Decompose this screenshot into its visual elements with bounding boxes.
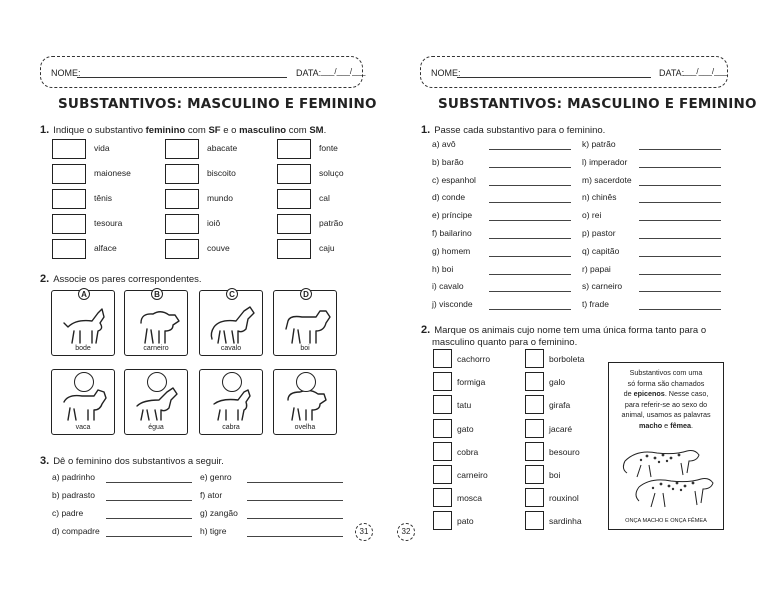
date-label: DATA: [296,68,322,78]
animal-name: pato [457,516,474,527]
answer-line[interactable] [639,291,721,292]
animal-caption: cabra [222,424,240,431]
answer-line[interactable] [489,256,571,257]
left-q1-instruction: 1. Indique o substantivo feminino com SF e o masculino com SM. [40,124,327,136]
exercise-item: n) chinês [582,192,617,203]
word-label: soluço [319,168,344,178]
checkbox[interactable] [433,488,452,507]
checkbox[interactable] [433,465,452,484]
animal-card [51,369,115,435]
checkbox[interactable] [525,395,544,414]
info-text: Substantivos com uma só forma são chamados de epicenos. Nesse caso, para referir-se ao sexo do animal, usamos as palavras macho e fêmea. [621,368,711,430]
checkbox[interactable] [433,511,452,530]
answer-line[interactable] [247,500,343,501]
answer-line[interactable] [639,202,721,203]
left-q2-instruction: 2. Associe os pares correspondentes. [40,273,202,285]
exercise-item: t) frade [582,299,609,310]
answer-line[interactable] [489,238,571,239]
word-label: caju [319,243,335,253]
word-label: ioiô [207,218,221,228]
animal-card [199,290,263,356]
answer-line[interactable] [639,274,721,275]
animal-card [124,290,188,356]
exercise-item: s) carneiro [582,281,623,292]
checkbox[interactable] [525,419,544,438]
answer-box[interactable] [52,214,86,234]
answer-box[interactable] [165,164,199,184]
epicenos-info-box [608,362,724,530]
right-name-date-box [420,56,728,88]
animal-name: cobra [457,446,479,457]
date-field[interactable]: ___/___/___ [683,67,728,76]
answer-line[interactable] [489,149,571,150]
answer-line[interactable] [247,518,343,519]
animal-name: galo [549,377,566,388]
word-label: cal [319,193,330,203]
word-label: alface [94,243,117,253]
left-page-number: 31 [355,523,373,541]
exercise-item: c) espanhol [432,174,476,185]
answer-line[interactable] [489,291,571,292]
checkbox[interactable] [433,419,452,438]
animal-name: jacaré [549,423,573,434]
checkbox[interactable] [525,488,544,507]
animal-caption: vaca [75,424,91,431]
answer-line[interactable] [106,500,192,501]
checkbox[interactable] [525,372,544,391]
answer-box[interactable] [52,239,86,259]
exercise-item: e) genro [200,472,232,482]
checkbox[interactable] [433,372,452,391]
animal-name: tatu [457,400,472,411]
exercise-item: m) sacerdote [582,174,632,185]
animal-caption: bode [75,345,91,352]
exercise-item: b) barão [432,156,464,167]
word-label: biscoito [207,168,236,178]
right-q1-instruction: 1. Passe cada substantivo para o feminino. [421,124,606,136]
answer-line[interactable] [489,202,571,203]
exercise-item: a) padrinho [52,472,96,482]
exercise-item: e) príncipe [432,210,473,221]
animal-name: gato [457,423,474,434]
letter-badge: A [78,288,90,300]
exercise-item: g) homem [432,245,471,256]
right-page-number: 32 [397,523,415,541]
animal-caption: ovelha [294,424,316,431]
right-page-title: SUBSTANTIVOS: MASCULINO E FEMININO [438,96,757,112]
name-label: NOME: [431,68,461,78]
letter-badge: C [226,288,238,300]
answer-circle[interactable] [147,372,167,392]
answer-line[interactable] [639,149,721,150]
answer-box[interactable] [165,214,199,234]
answer-line[interactable] [489,309,571,310]
jaguar-pair-illustration [617,439,717,511]
animal-card [199,369,263,435]
answer-line[interactable] [489,185,571,186]
animal-name: formiga [457,377,486,388]
checkbox[interactable] [433,349,452,368]
answer-line[interactable] [247,536,343,537]
checkbox[interactable] [433,395,452,414]
answer-line[interactable] [106,518,192,519]
checkbox[interactable] [433,442,452,461]
answer-box[interactable] [165,189,199,209]
exercise-item: c) padre [52,508,84,518]
answer-circle[interactable] [222,372,242,392]
animal-caption: boi [300,345,310,352]
exercise-item: h) boi [432,263,454,274]
word-label: mundo [207,193,233,203]
animal-name: borboleta [549,354,585,364]
answer-line[interactable] [639,238,721,239]
exercise-item: p) pastor [582,228,616,238]
answer-circle[interactable] [74,372,94,392]
left-q3-instruction: 3. Dê o feminino dos substantivos a seguir. [40,455,224,467]
ox-illustration [280,299,332,345]
goat-illustration [58,299,110,345]
sheep-illustration [131,299,183,345]
exercise-item: f) bailarino [432,228,472,238]
word-label: abacate [207,143,238,153]
word-label: fonte [319,143,338,153]
answer-circle[interactable] [296,372,316,392]
left-page-title: SUBSTANTIVOS: MASCULINO E FEMININO [58,96,377,112]
answer-line[interactable] [639,185,721,186]
animal-name: mosca [457,493,483,504]
animal-name: besouro [549,446,580,457]
letter-badge: B [151,288,163,300]
exercise-item: d) compadre [52,526,100,536]
answer-box[interactable] [277,139,311,159]
answer-box[interactable] [277,214,311,234]
animal-name: rouxinol [549,493,579,504]
name-label: NOME: [51,68,81,78]
animal-card [273,290,337,356]
word-label: tesoura [94,218,123,228]
answer-line[interactable] [489,274,571,275]
answer-line[interactable] [489,220,571,221]
word-label: tênis [94,193,112,203]
animal-caption: carneiro [143,345,169,352]
answer-box[interactable] [277,164,311,184]
animal-name: cachorro [457,354,491,364]
right-q2-instruction: 2. Marque os animais cujo nome tem uma única forma tanto para o masculino quanto para o feminino. [421,324,707,348]
animal-caption: égua [148,424,164,431]
exercise-item: h) tigre [200,526,227,536]
answer-line[interactable] [639,256,721,257]
exercise-item: i) cavalo [432,281,464,292]
word-label: vida [94,143,110,153]
checkbox[interactable] [525,465,544,484]
horse-illustration [206,299,258,345]
answer-box[interactable] [165,239,199,259]
name-field[interactable] [457,77,651,78]
answer-box[interactable] [277,239,311,259]
animal-card [124,369,188,435]
answer-line[interactable] [489,167,571,168]
animal-card [273,369,337,435]
word-label: couve [207,243,230,253]
answer-line[interactable] [106,536,192,537]
date-label: DATA: [659,68,685,78]
animal-name: carneiro [457,470,488,480]
checkbox[interactable] [525,442,544,461]
letter-badge: D [300,288,312,300]
exercise-item: l) imperador [582,156,628,167]
animal-card [51,290,115,356]
answer-box[interactable] [52,164,86,184]
exercise-item: o) rei [582,210,602,221]
word-label: patrão [319,218,344,228]
name-field[interactable] [77,77,287,78]
answer-line[interactable] [639,309,721,310]
animal-caption: cavalo [220,345,242,352]
info-caption: ONÇA MACHO E ONÇA FÊMEA [625,518,707,524]
answer-box[interactable] [165,139,199,159]
animal-name: girafa [549,400,571,411]
exercise-item: k) patrão [582,139,616,149]
answer-box[interactable] [277,189,311,209]
exercise-item: d) conde [432,192,466,203]
exercise-item: r) papai [582,263,611,274]
date-field[interactable]: ___/___/___ [321,67,366,76]
exercise-item: j) visconde [432,299,473,310]
exercise-item: a) avô [432,139,456,149]
exercise-item: f) ator [200,490,223,500]
exercise-item: g) zangão [200,508,238,518]
animal-name: boi [549,470,561,480]
answer-box[interactable] [52,139,86,159]
answer-line[interactable] [639,220,721,221]
answer-line[interactable] [639,167,721,168]
exercise-item: q) capitão [582,245,620,256]
answer-box[interactable] [52,189,86,209]
left-name-date-box [40,56,366,88]
answer-line[interactable] [247,482,343,483]
animal-name: sardinha [549,516,582,527]
word-label: maionese [94,168,131,178]
exercise-item: b) padrasto [52,490,95,500]
answer-line[interactable] [106,482,192,483]
checkbox[interactable] [525,511,544,530]
checkbox[interactable] [525,349,544,368]
